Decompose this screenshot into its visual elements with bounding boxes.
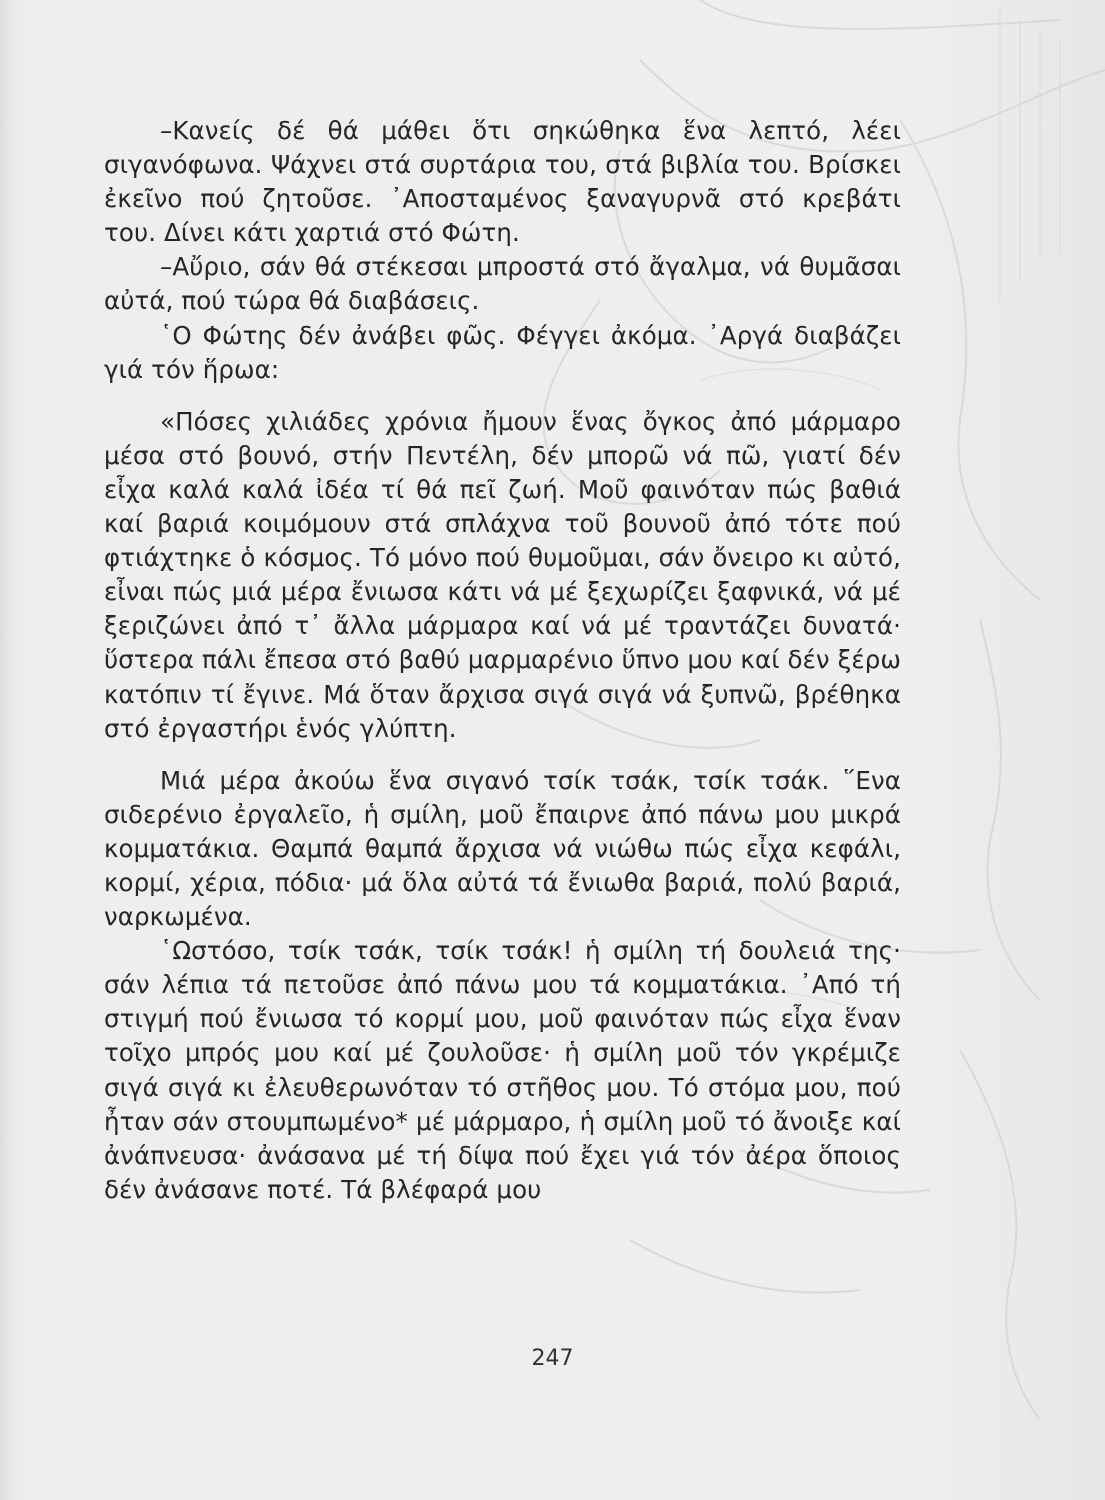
paragraph: ῾Ωστόσο, τσίκ τσάκ, τσίκ τσάκ! ἡ σμίλη τή δουλειά της· σάν λέπια τά πετοῦσε ἀπό πάνω μου τά κομματάκια. ᾿Από τή στιγμή πού ἔνιωσα τό κορμί μου, μοῦ φαινόταν πώς εἶχα ἕναν τοῖχο μπρός μου καί μέ ζουλοῦσε· ἡ σμίλη μοῦ τόν γκρέμιζε σιγά σιγά κι ἐλευθερωνόταν τό στῆθος μου. Τό στόμα μου, πού ἦταν σάν στουμπωμένο* μέ μάρμαρο, ἡ σμίλη μοῦ τό ἄνοιξε καί ἀνάπνευσα· ἀνάσανα μέ τή δίψα πού ἔχει γιά τόν ἀέρα ὅποιος δέν ἀνάσανε ποτέ. Τά βλέφαρά μου [104, 936, 901, 1204]
paragraph: –Αὔριο, σάν θά στέκεσαι μπροστά στό ἄγαλμα, νά θυμᾶσαι αὐτά, πού τώρα θά διαβάσεις. [104, 252, 901, 316]
paragraph: «Πόσες χιλιάδες χρόνια ἤμουν ἕνας ὄγκος ἀπό μάρμαρο μέσα στό βουνό, στήν Πεντέλη, δέν μπορῶ νά πῶ, γιατί δέν εἶχα καλά καλά ἰδέα τί θά πεῖ ζωή. Μοῦ φαινόταν πώς βαθιά καί βαριά κοιμόμουν στά σπλάχνα τοῦ βουνοῦ ἀπό τότε πού φτιάχτηκε ὁ κόσμος. Τό μόνο πού θυμοῦμαι, σάν ὄνειρο κι αὐτό, εἶναι πώς μιά μέρα ἔνιωσα κάτι νά μέ ξεχωρίζει ξαφνικά, νά μέ ξεριζώνει ἀπό τ᾿ ἄλλα μάρμαρα καί νά μέ τραντάζει δυνατά· ὕστερα πάλι ἔπεσα στό βαθύ μαρμαρένιο ὕπνο μου καί δέν ξέρω κατόπιν τί ἔγινε. Μά ὅταν ἄρχισα σιγά σιγά νά ξυπνῶ, βρέθηκα στό ἐργαστήρι ἑνός γλύπτη. [104, 406, 901, 743]
paragraph: ῾Ο Φώτης δέν ἀνάβει φῶς. Φέγγει ἀκόμα. ᾿Αργά διαβάζει γιά τόν ἥρωα: [104, 320, 901, 384]
body-text [104, 114, 901, 1207]
page-number: 247 [531, 1346, 574, 1371]
paragraph: Μιά μέρα ἀκούω ἕνα σιγανό τσίκ τσάκ, τσίκ τσάκ. ῞Ενα σιδερένιο ἐργαλεῖο, ἡ σμίλη, μοῦ ἔπαιρνε ἀπό πάνω μου μικρά κομματάκια. Θαμπά θαμπά ἄρχισα νά νιώθω πώς εἶχα κεφάλι, κορμί, χέρια, πόδια· μά ὅλα αὐτά τά ἔνιωθα βαριά, πολύ βαριά, ναρκωμένα. [104, 765, 901, 932]
paragraph: –Κανείς δέ θά μάθει ὅτι σηκώθηκα ἕνα λεπτό, λέει σιγανόφωνα. Ψάχνει στά συρτάρια του, στά βιβλία του. Βρίσκει ἐκεῖνο πού ζητοῦσε. ᾿Αποσταμένος ξαναγυρνᾶ στό κρεβάτι του. Δίνει κάτι χαρτιά στό Φώτη. [104, 116, 901, 248]
